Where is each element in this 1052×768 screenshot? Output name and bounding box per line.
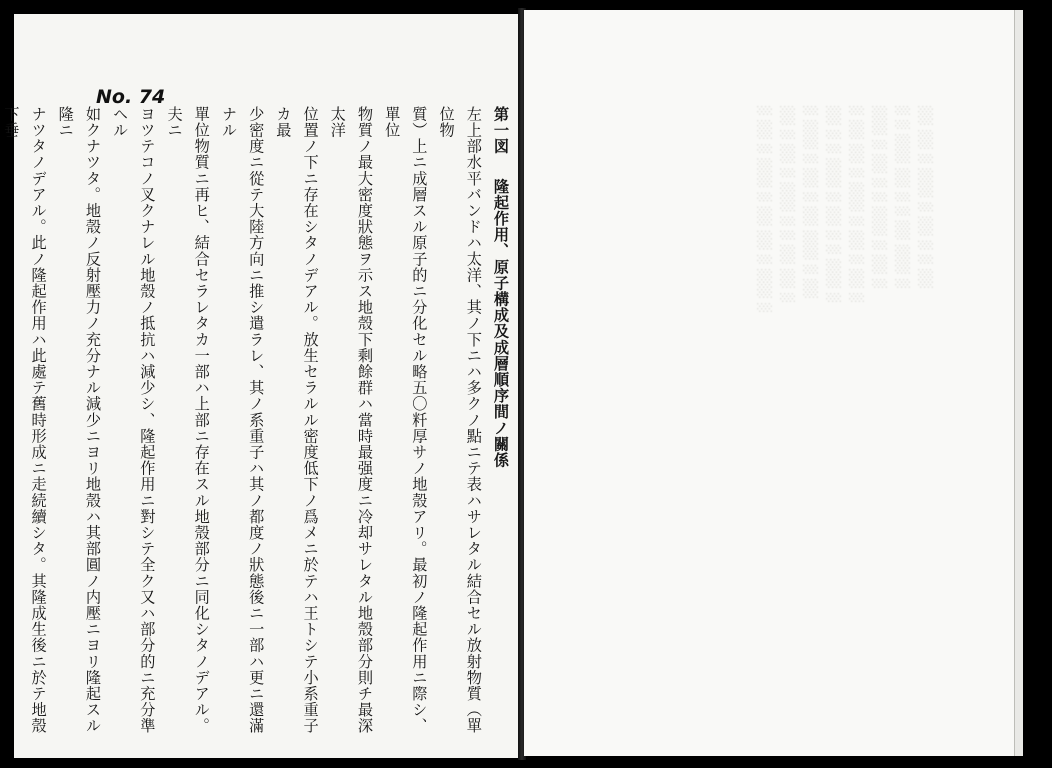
page-number-label: No. 74	[96, 86, 166, 108]
right-page	[524, 10, 1014, 756]
body-line: 左上部水平バンドハ太洋、其ノ下ニハ多クノ點ニテ表ハサレタル結合セル放射物質（單位物	[437, 106, 483, 734]
vertical-text-body	[2, 106, 514, 746]
section-heading	[487, 106, 514, 746]
body-line: 物質ノ最大密度狀態ヲ示ス地殼下剩餘群ハ當時最强度ニ冷却サレタル地殼部分則チ最深太洋	[328, 106, 374, 734]
body-line: 如クナツタ。地殼ノ反射壓力ノ充分ナル減少ニヨリ地殼ハ其部圓ノ内壓ニヨリ隆起スル隆ニ	[56, 106, 102, 734]
section-title: 隆起作用、原子構成及成層順序間ノ關係	[492, 178, 510, 469]
body-line: 位置ノ下ニ存在シタノデアル。放生セラルル密度低下ノ爲メニ於テハ王トシテ小系重子カ最	[274, 106, 320, 734]
body-line: ナツタノデアル。此ノ隆起作用ハ此處テ舊時形成ニ走続續シタ。其隆成生後ニ於テ地殼下垂	[2, 106, 48, 734]
body-line: 單位物質ニ再ヒ、結合セラレタカ一部ハ上部ニ存在スル地殼部分ニ同化シタノデアル。夫ニ	[165, 106, 211, 734]
page-edge-strip	[1014, 10, 1023, 756]
body-line: 少密度ニ從テ大陸方向ニ推シ遣ラレ、其ノ系重子ハ其ノ都度ノ狀態後ニ一部ハ更ニ還滿ナル	[219, 106, 266, 734]
figure-number: 第一図	[492, 106, 510, 155]
body-line: 質）上ニ成層スル原子的ニ分化セル略五〇粁厚サノ地殼アリ。最初ノ隆起作用ニ際シ、單位	[383, 106, 429, 734]
show-through-texture: ░ ░░ ░ ░░░ ░ ░░ ░░ ░ ░░░ ░ ░░ ░ ░░ ░ ░░░ ░ ░ ░░ ░░ ░ ░ ░░░ ░ ░░ ░ ░░ ░░░ ░ ░░ ░░ ░ ░ ░░░ ░ ░░ ░ ░ ░░░ ░ ░ ░░ ░░ ░ ░░░ ░ ░░ ░ ░░ ░ ░░░ ░ ░░ ░ ░ ░░░ ░ ░░ ░ ░ ░ ░░░ ░░ ░ ░ ░░ ░░░ ░ ░░ ░░ ░ ░░░ ░ ░░ ░ ░ ░░	[758, 106, 934, 314]
body-line: ヨツテコノ叉クナレル地殼ノ抵抗ハ減少シ、隆起作用ニ對シテ全ク又ハ部分的ニ充分準ヘル	[111, 106, 157, 734]
left-page	[2, 14, 522, 758]
